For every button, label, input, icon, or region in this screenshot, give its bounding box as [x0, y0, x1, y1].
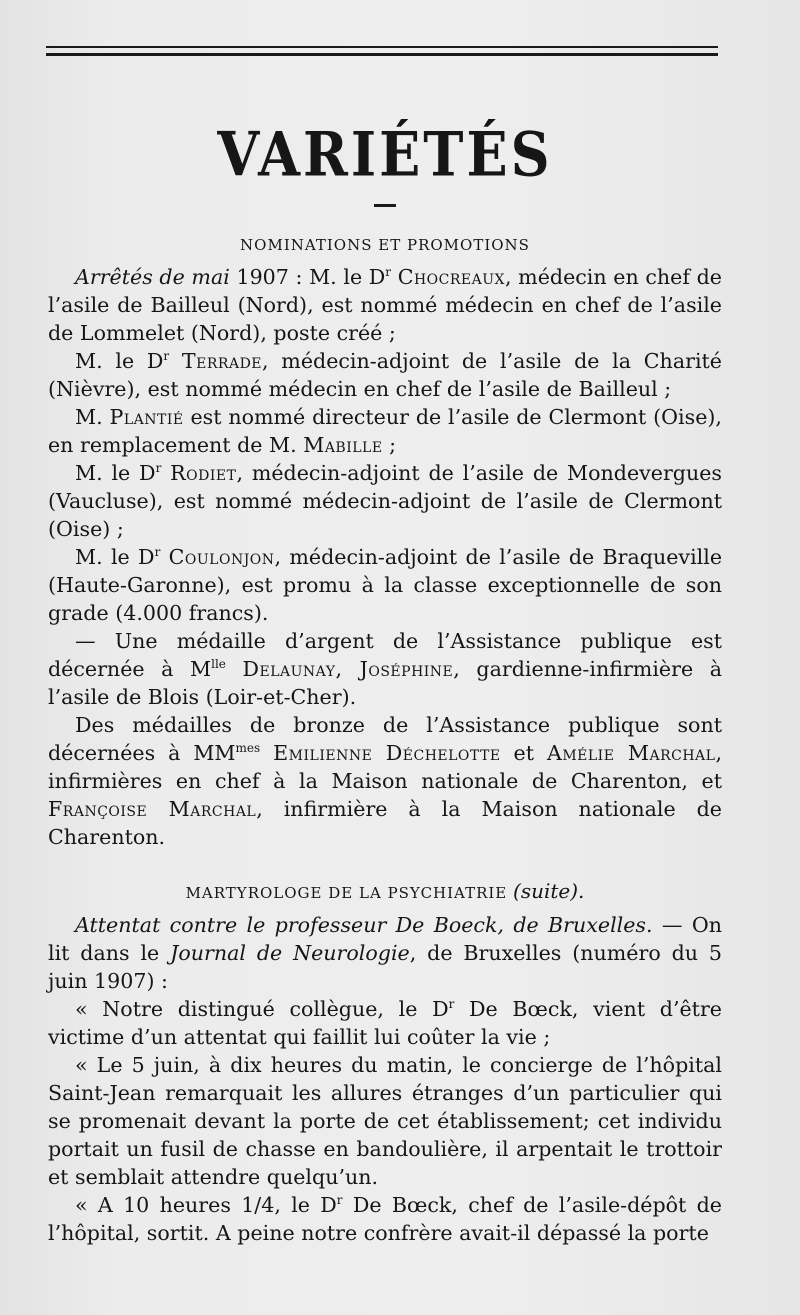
paragraph-attentat: Attentat contre le professeur De Boeck, de Bruxelles. — On lit dans le Journal de Neurologie, de Bruxelles (numéro du 5 juin 1907) :	[48, 913, 723, 993]
paragraph-terrade: M. le $D^r$ Terrade, médecin-adjoint de l’asile de la Charité (Nièvre), est nommé médecin en chef de l’asile de Bailleul ;	[48, 349, 722, 401]
paragraph-quote-3: « A 10 heures 1/4, le $D^r$ De Bœck, chef de l’asile-dépôt de l’hôpital, sortit. A peine notre confrère avait-il dépassé la porte	[48, 1193, 722, 1245]
paragraph-coulonjon: M. le $D^r$ Coulonjon, médecin-adjoint de l’asile de Braqueville (Haute-Garonne), est promu à la classe exceptionnelle de son grade (4.000 francs).	[48, 545, 723, 625]
section-heading-martyrologe: MARTYROLOGE DE LA PSYCHIATRIE (suite).	[185, 879, 585, 903]
top-rule-thick	[46, 53, 718, 56]
paragraph-quote-2: « Le 5 juin, à dix heures du matin, le concierge de l’hôpital Saint-Jean remarquait les allures étranges d’un particulier qui se promenait devant la porte de cet établissement; cet individu portait un fusil de chasse en bandoulière, il arpentait le trottoir et semblait attendre quelqu’un.	[48, 1053, 722, 1189]
paragraph-medailles-bronze: Des médailles de bronze de l’Assistance publique sont décernées à $MM^{mes}$ Emilienne Déchelotte et Amélie Marchal, infirmières en chef à la Maison nationale de Charenton, et Françoise Marchal, infirmière à la Maison nationale de Charenton.	[48, 713, 723, 849]
paragraph-rodiet: M. le $D^r$ Rodiet, médecin-adjoint de l’asile de Mondevergues (Vaucluse), est nommé médecin-adjoint de l’asile de Clermont (Oise) ;	[48, 461, 722, 541]
section-heading-nominations: NOMINATIONS ET PROMOTIONS	[240, 236, 530, 254]
paragraph-chocreaux: Arrêtés de mai 1907 : M. le $D^r$ Chocreaux, médecin en chef de l’asile de Bailleul (Nord), est nommé médecin en chef de l’asile de Lommelet (Nord), poste créé ;	[48, 265, 722, 345]
paragraph-delaunay: — Une médaille d’argent de l’Assistance publique est décernée à $M^{lle}$ Delaunay, Joséphine, gardienne-infirmière à l’asile de Blois (Loir-et-Cher).	[48, 629, 722, 709]
paragraph-plantie: M. Plantié est nommé directeur de l’asile de Clermont (Oise), en remplacement de M. Mabille ;	[48, 405, 722, 457]
paragraph-quote-1: « Notre distingué collègue, le $D^r$ De Bœck, vient d’être victime d’un attentat qui faillit lui coûter la vie ;	[48, 997, 722, 1049]
page-text	[48, 60, 722, 1247]
top-rule	[46, 46, 718, 48]
page-title: VARIÉTÉS	[217, 118, 553, 190]
title-divider	[374, 204, 396, 207]
